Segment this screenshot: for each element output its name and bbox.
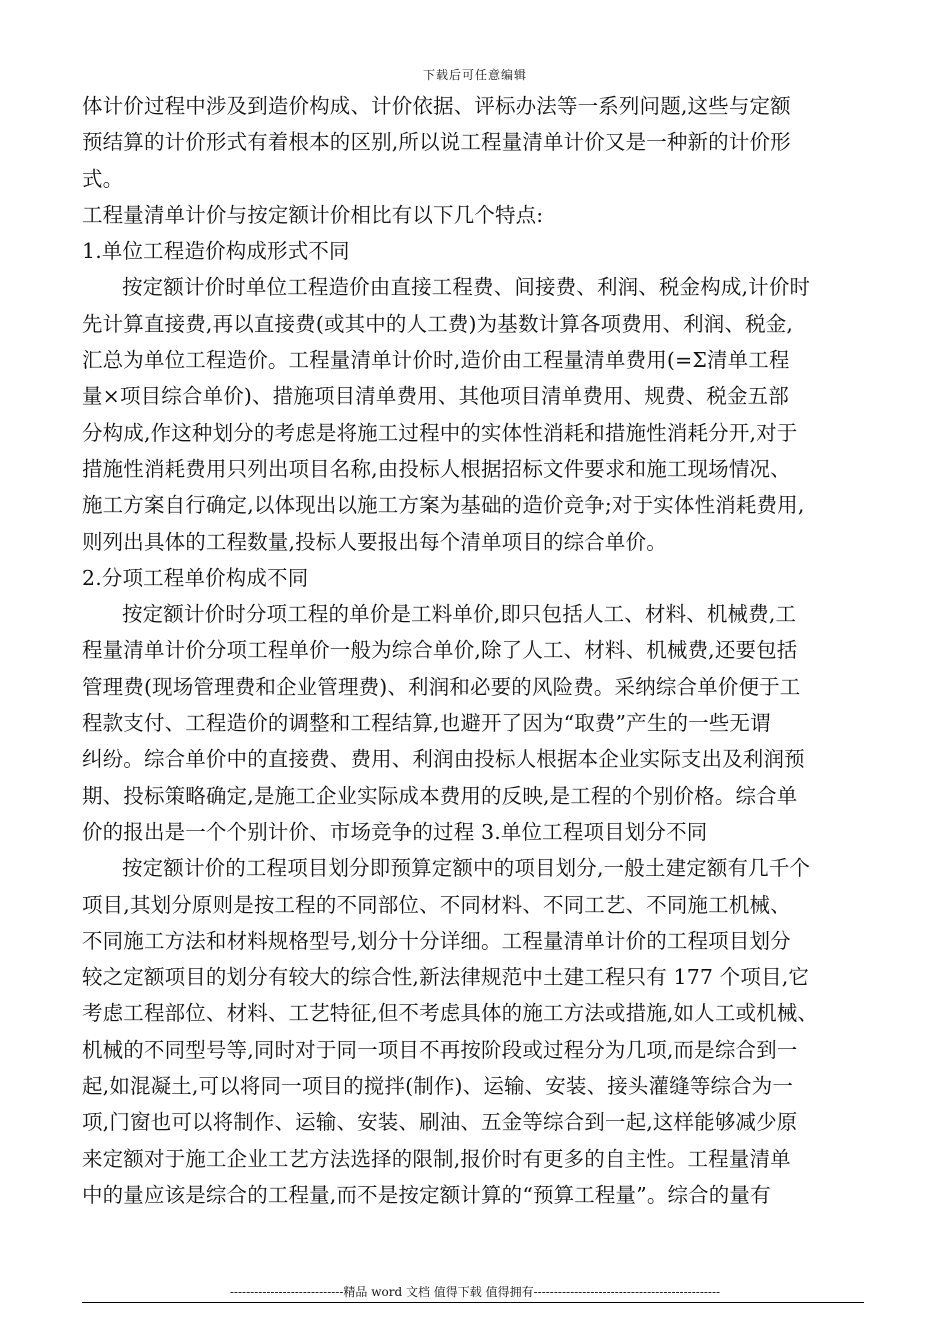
text-line: 期、投标策略确定,是施工企业实际成本费用的反映,是工程的个别价格。综合单 <box>82 783 798 808</box>
text-line: 管理费(现场管理费和企业管理费)、利润和必要的风险费。采纳综合单价便于工 <box>82 674 801 699</box>
text-line: 量×项目综合单价)、措施项目清单费用、其他项目清单费用、规费、税金五部 <box>82 384 789 409</box>
text-line: 起,如混凝土,可以将同一项目的搅拌(制作)、运输、安装、接头灌缝等综合为一 <box>82 1074 794 1099</box>
text-line: 预结算的计价形式有着根本的区别,所以说工程量清单计价又是一种新的计价形 <box>82 130 791 155</box>
text-line: 措施性消耗费用只列出项目名称,由投标人根据招标文件要求和施工现场情况、 <box>82 456 791 481</box>
section-heading: 2.分项工程单价构成不同 <box>82 565 309 590</box>
text-line: 工程量清单计价与按定额计价相比有以下几个特点: <box>82 202 544 227</box>
text-line: 来定额对于施工企业工艺方法选择的限制,报价时有更多的自主性。工程量清单 <box>82 1146 791 1171</box>
text-line: 则列出具体的工程数量,投标人要报出每个清单项目的综合单价。 <box>82 529 667 554</box>
text-line: 程量清单计价分项工程单价一般为综合单价,除了人工、材料、机械费,还要包括 <box>82 638 798 663</box>
text-line: 程款支付、工程造价的调整和工程结算,也避开了因为“取费”产生的一些无谓 <box>82 711 771 736</box>
text-line: 按定额计价时分项工程的单价是工料单价,即只包括人工、材料、机械费,工 <box>122 602 797 627</box>
text-line: 体计价过程中涉及到造价构成、计价依据、评标办法等一系列问题,这些与定额 <box>82 94 791 118</box>
text-line: 汇总为单位工程造价。工程量清单计价时,造价由工程量清单费用(=Σ清单工程 <box>82 348 790 373</box>
page-footer: ----------------------------精品 word 文档 值得下载 值得拥有---------------------------------------------- <box>229 1285 721 1299</box>
text-line: 按定额计价的工程项目划分即预算定额中的项目划分,一般土建定额有几千个 <box>122 856 811 881</box>
text-line: 价的报出是一个个别计价、市场竞争的过程 3.单位工程项目划分不同 <box>82 819 708 844</box>
text-line: 不同施工方法和材料规格型号,划分十分详细。工程量清单计价的工程项目划分 <box>82 928 791 953</box>
text-line: 项目,其划分原则是按工程的不同部位、不同材料、不同工艺、不同施工机械、 <box>82 892 791 917</box>
text-line: 按定额计价时单位工程造价由直接工程费、间接费、利润、税金构成,计价时 <box>122 275 811 300</box>
text-line: 考虑工程部位、材料、工艺特征,但不考虑具体的施工方法或措施,如人工或机械、 <box>82 1001 819 1026</box>
text-line: 分构成,作这种划分的考虑是将施工过程中的实体性消耗和措施性消耗分开,对于 <box>82 420 798 445</box>
text-line: 先计算直接费,再以直接费(或其中的人工费)为基数计算各项费用、利润、税金, <box>82 311 794 336</box>
text-line: 施工方案自行确定,以体现出以施工方案为基础的造价竞争;对于实体性消耗费用, <box>82 493 805 518</box>
text-line: 项,门窗也可以将制作、运输、安装、刷油、五金等综合到一起,这样能够减少原 <box>82 1110 798 1135</box>
text-line: 中的量应该是综合的工程量,而不是按定额计算的“预算工程量”。综合的量有 <box>82 1182 771 1207</box>
section-heading: 1.单位工程造价构成形式不同 <box>82 239 350 264</box>
footer-divider <box>82 1302 864 1303</box>
document-body <box>82 88 872 1213</box>
text-line: 式。 <box>82 166 124 191</box>
text-line: 较之定额项目的划分有较大的综合性,新法律规范中土建工程只有 177 个项目,它 <box>82 965 810 990</box>
page-header: 下载后可任意编辑 <box>422 68 527 82</box>
text-line: 纠纷。综合单价中的直接费、费用、利润由投标人根据本企业实际支出及利润预 <box>82 747 805 772</box>
text-line: 机械的不同型号等,同时对于同一项目不再按阶段或过程分为几项,而是综合到一 <box>82 1037 798 1062</box>
